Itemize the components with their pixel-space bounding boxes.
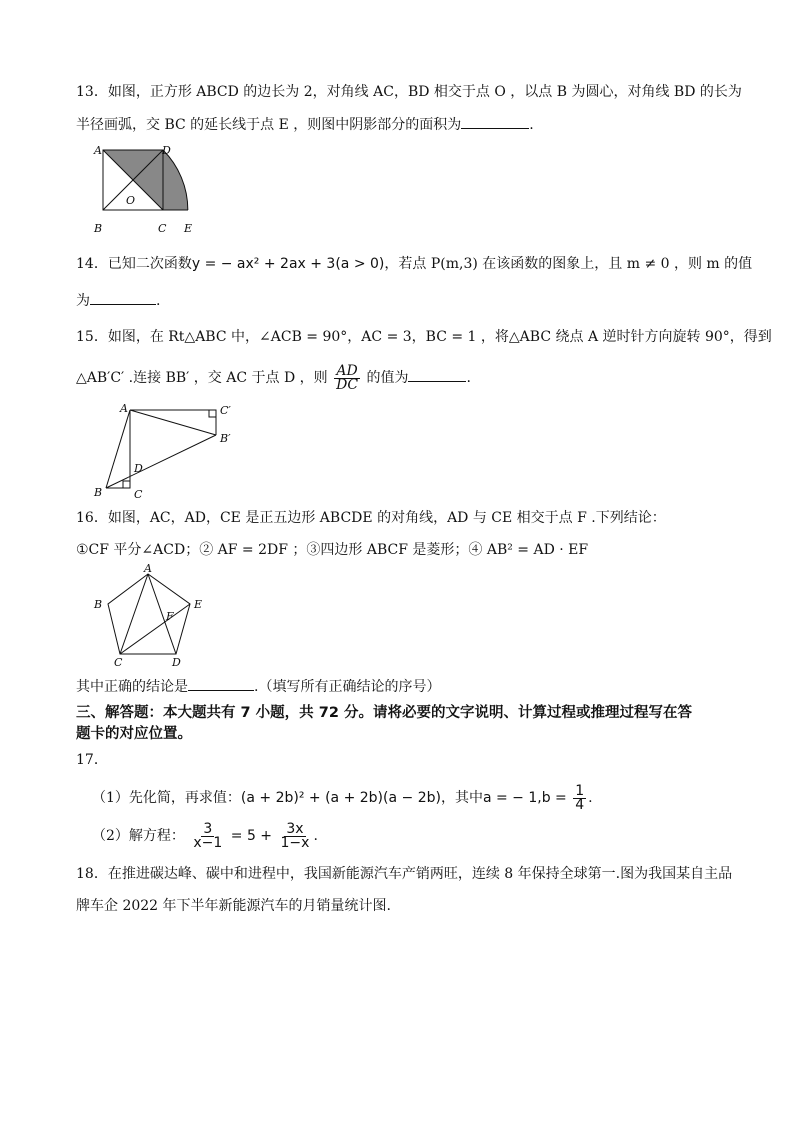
q17-part2-frac1-num: 3 — [203, 820, 213, 837]
q15-right-angle-c-prime — [209, 410, 216, 417]
q15-segment-ab — [106, 410, 130, 488]
q13-shade-arc-region — [163, 150, 188, 210]
q17-part1-end: . — [588, 790, 593, 806]
q17-part1-label: （1）先化简，再求值： — [92, 790, 241, 806]
q15-label-a: A — [120, 402, 128, 415]
q13-label-b: B — [94, 222, 103, 235]
q13-line2 — [76, 114, 534, 135]
q16-label-c: C — [114, 656, 123, 669]
q16-line3-b: .（填写所有正确结论的序号） — [254, 679, 441, 695]
q17-part2-fraction2 — [279, 820, 312, 851]
q15-figure — [88, 400, 248, 502]
section3-heading-line2: 题卡的对应位置。 — [76, 726, 192, 742]
q16-label-a: A — [144, 564, 152, 575]
q16-pentagon — [108, 574, 190, 654]
q16-diagonal-ce — [120, 604, 190, 654]
q17-part1-fraction — [573, 782, 586, 813]
q17-part2-fraction1 — [191, 820, 224, 851]
q15-line2-b: 的值为 — [366, 370, 409, 386]
q17-part2-frac1-den: x−1 — [193, 834, 223, 851]
q16-figure — [88, 564, 218, 672]
q15-line2-end: . — [466, 370, 471, 386]
q17-part2-label: （2）解方程： — [92, 828, 185, 844]
q13-label-a: A — [94, 144, 102, 157]
q14-line2-a: 为 — [76, 293, 90, 309]
q15-fraction — [334, 362, 360, 393]
q15-line2-a: △AB′C′ .连接 BB′ ，交 AC 于点 D ，则 — [76, 370, 328, 386]
q17-part1-formula: (a + 2b)² + (a + 2b)(a − 2b)，其中a = − 1,b = — [240, 790, 567, 806]
q15-segment-bb-prime — [106, 435, 216, 488]
q13-line2-end: . — [529, 117, 534, 133]
q16-label-b: B — [94, 598, 103, 611]
q15-label-c-prime: C′ — [220, 404, 231, 417]
q15-label-b: B — [94, 486, 103, 499]
q18-line1: 18．在推进碳达峰、碳中和进程中，我国新能源汽车产销两旺，连续 8 年保持全球第一.图为我国某自主品 — [76, 866, 733, 882]
q15-label-c: C — [134, 488, 143, 501]
q18-line2: 牌车企 2022 年下半年新能源汽车的月销量统计图. — [76, 898, 391, 914]
q15-answer-blank — [408, 367, 466, 382]
q15-line2 — [76, 362, 471, 394]
q17-part2-frac2-num: 3x — [286, 820, 304, 837]
q16-line2: ①CF 平分∠ACD；② AF = 2DF ；③四边形 ABCF 是菱形；④ AB² = AD · EF — [76, 542, 589, 558]
q16-answer-blank — [188, 676, 254, 691]
q14-line1-b: ，若点 P(m,3) 在该函数的图象上，且 m ≠ 0 ，则 m 的值 — [384, 256, 753, 272]
q13-label-d: D — [162, 144, 171, 157]
q14-formula: y = − ax² + 2ax + 3(a > 0) — [191, 256, 385, 272]
q15-label-d: D — [134, 462, 143, 475]
q13-label-e: E — [184, 222, 193, 235]
q13-figure — [88, 140, 208, 238]
q14-answer-blank — [90, 290, 156, 305]
q14-line1 — [76, 254, 752, 274]
q13-line1: 13．如图，正方形 ABCD 的边长为 2，对角线 AC，BD 相交于点 O ，以点 B 为圆心，对角线 BD 的长为 — [76, 84, 742, 100]
q16-label-e: E — [194, 598, 203, 611]
q14-line2-end: . — [156, 293, 161, 309]
q17-part2-middle: = 5 + — [230, 828, 273, 844]
q15-frac-den: DC — [336, 376, 359, 393]
q17-part2-end: . — [313, 828, 318, 844]
q15-segment-ab-prime — [130, 410, 216, 435]
q15-line1: 15．如图，在 Rt△ABC 中，∠ACB = 90°，AC = 3，BC = 1 ，将△ABC 绕点 A 逆时针方向旋转 90°，得到 — [76, 329, 772, 345]
q17-part2 — [92, 820, 318, 852]
section3-heading-line1: 三、解答题：本大题共有 7 小题，共 72 分。请将必要的文字说明、计算过程或推理过程写在答 — [76, 705, 692, 721]
q15-right-angle-c — [123, 481, 130, 488]
q16-diagonal-ac — [120, 574, 148, 654]
q17-part2-frac2-den: 1−x — [280, 834, 310, 851]
q16-line1: 16．如图，AC，AD，CE 是正五边形 ABCDE 的对角线，AD 与 CE 相交于点 F .下列结论： — [76, 510, 666, 526]
q17-part1 — [92, 782, 593, 814]
q16-line3-a: 其中正确的结论是 — [76, 679, 188, 695]
q16-label-d: D — [172, 656, 181, 669]
q15-frac-num: AD — [336, 362, 358, 379]
q16-line3 — [76, 676, 440, 697]
q17-part1-frac-den: 4 — [575, 796, 585, 813]
q13-line2-text: 半径画弧，交 BC 的延长线于点 E ，则图中阴影部分的面积为 — [76, 117, 462, 133]
q14-line2 — [76, 290, 160, 311]
q16-label-f: F — [166, 610, 174, 623]
q13-label-o: O — [126, 194, 136, 207]
q17-number: 17． — [76, 752, 108, 768]
q13-label-c: C — [158, 222, 167, 235]
q17-part1-frac-num: 1 — [575, 782, 585, 799]
q13-answer-blank — [461, 114, 529, 129]
q14-line1-a: 14．已知二次函数 — [76, 256, 192, 272]
q15-label-b-prime: B′ — [220, 432, 231, 445]
